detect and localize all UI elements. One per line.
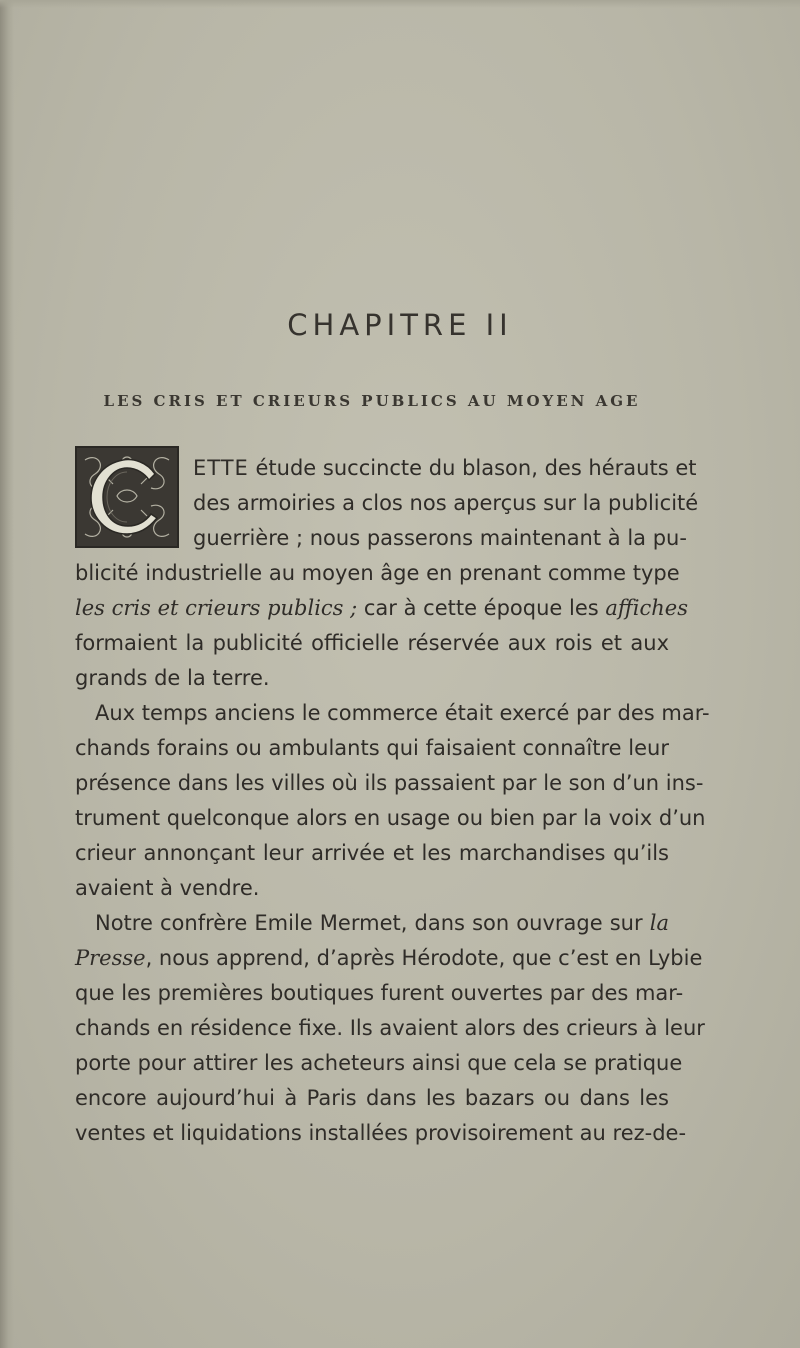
text-line — [75, 593, 689, 623]
text-line: encore aujourd’hui à Paris dans les bazars ou dans les — [75, 1086, 669, 1110]
text-span: , nous apprend, d’après Hérodote, que c’est en Lybie — [145, 946, 703, 970]
text-line: grands de la terre. — [75, 666, 270, 690]
text-line: trument quelconque alors en usage ou bien par la voix d’un — [75, 806, 706, 830]
text-line — [95, 908, 669, 938]
chapter-subtitle: LES CRIS ET CRIEURS PUBLICS AU MOYEN AGE — [103, 392, 641, 410]
italic-span: les cris et crieurs publics ; — [75, 596, 358, 620]
text-span: Notre confrère Emile Mermet, dans son ouvrage sur — [95, 911, 643, 935]
text-line: porte pour attirer les acheteurs ainsi que cela se pratique — [75, 1051, 683, 1075]
italic-span: affiches — [605, 596, 689, 620]
text-line: chands en résidence fixe. Ils avaient alors des crieurs à leur — [75, 1016, 705, 1040]
text-line: blicité industrielle au moyen âge en prenant comme type — [75, 561, 680, 585]
text-line: avaient à vendre. — [75, 876, 260, 900]
text-line: ventes et liquidations installées provisoirement au rez-de- — [75, 1121, 687, 1145]
text-line: guerrière ; nous passerons maintenant à la pu- — [193, 526, 687, 550]
text-line: présence dans les villes où ils passaient par le son d’un ins- — [75, 771, 704, 795]
text-span: étude succincte du blason, des hérauts et — [255, 456, 697, 480]
page-spine-edge — [0, 0, 14, 1348]
text-span: car à cette époque les — [363, 596, 599, 620]
text-line — [75, 943, 703, 973]
ornamental-dropcap — [75, 446, 179, 548]
text-line — [193, 453, 697, 483]
italic-span: Presse — [75, 946, 146, 970]
dropcap-ornament — [77, 448, 177, 546]
chapter-title: CHAPITRE II — [287, 308, 513, 342]
first-word-rest: ETTE — [193, 456, 249, 480]
text-line: chands forains ou ambulants qui faisaient connaître leur — [75, 736, 669, 760]
text-line: des armoiries a clos nos aperçus sur la publicité — [193, 491, 699, 515]
text-line: formaient la publicité officielle réservée aux rois et aux — [75, 631, 669, 655]
italic-span: la — [649, 911, 669, 935]
text-line: crieur annonçant leur arrivée et les marchandises qu’ils — [75, 841, 669, 865]
text-line: Aux temps anciens le commerce était exercé par des mar- — [95, 701, 710, 725]
text-line: que les premières boutiques furent ouvertes par des mar- — [75, 981, 684, 1005]
page-top-edge — [0, 0, 800, 8]
